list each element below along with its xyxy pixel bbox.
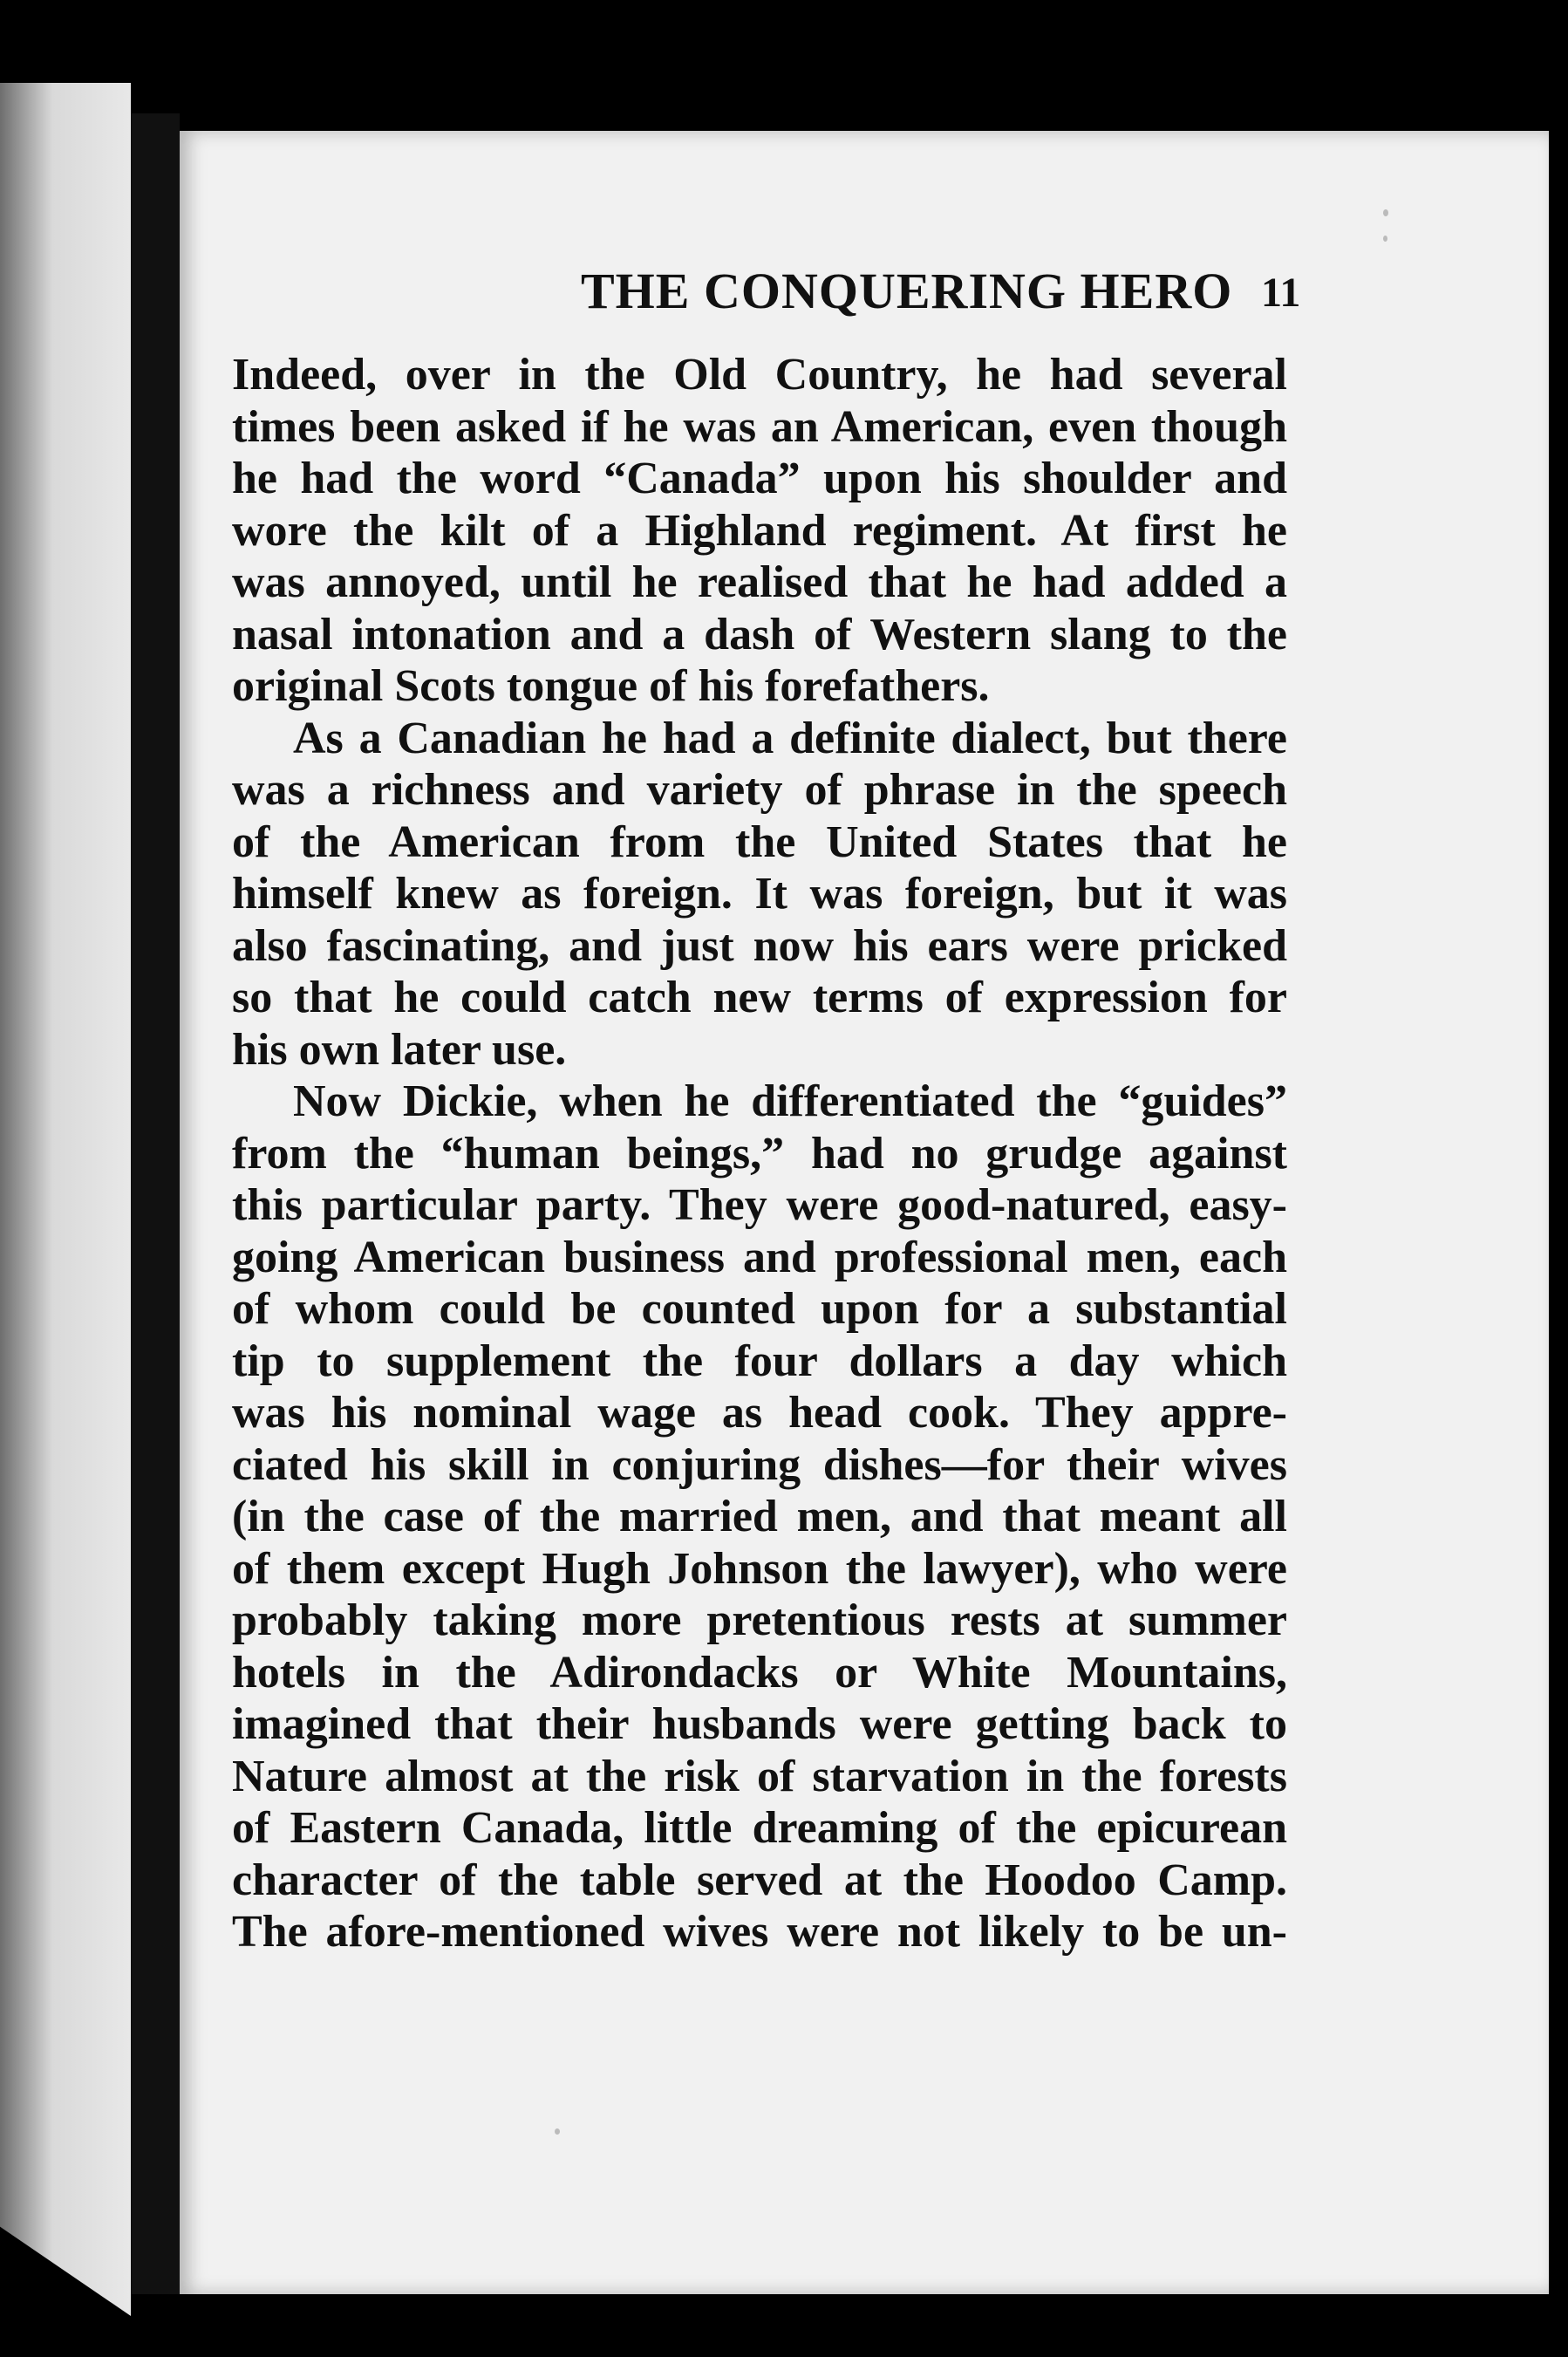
text-line: The afore-mentioned wives were not likely to be un-	[232, 1907, 1287, 1957]
text-line: of Eastern Canada, little dreaming of the epicurean	[232, 1803, 1287, 1853]
paper-speck	[1383, 236, 1387, 242]
book-spine	[131, 113, 180, 2294]
text-line: original Scots tongue of his forefathers.	[232, 661, 990, 711]
text-line: ciated his skill in conjuring dishes—for their wives	[232, 1439, 1287, 1490]
text-line: character of the table served at the Hoodoo Camp.	[232, 1855, 1287, 1905]
text-line: this particular party. They were good-natured, easy-	[232, 1180, 1287, 1230]
text-line: tip to supplement the four dollars a day which	[232, 1336, 1287, 1386]
text-line: his own later use.	[232, 1024, 567, 1075]
text-line: hotels in the Adirondacks or White Mountains,	[232, 1647, 1287, 1698]
body-text	[232, 349, 1287, 1958]
paper-speck	[1383, 209, 1388, 216]
text-line: nasal intonation and a dash of Western slang to the	[232, 609, 1287, 659]
text-line: he had the word “Canada” upon his shoulder and	[232, 454, 1287, 503]
text-line: also fascinating, and just now his ears were pricked	[232, 920, 1287, 971]
text-line: of whom could be counted upon for a substantial	[232, 1284, 1287, 1334]
text-line: Indeed, over in the Old Country, he had several	[232, 350, 1287, 400]
text-line: wore the kilt of a Highland regiment. At first he	[232, 505, 1287, 556]
text-line: from the “human beings,” had no grudge against	[232, 1128, 1287, 1178]
text-line: Now Dickie, when he differentiated the “guides”	[293, 1076, 1287, 1126]
text-line: times been asked if he was an American, even though	[232, 401, 1287, 452]
text-line: (in the case of the married men, and that meant all	[232, 1492, 1287, 1541]
text-line: Nature almost at the risk of starvation in the forests	[232, 1751, 1287, 1801]
text-line: was a richness and variety of phrase in the speech	[232, 765, 1287, 815]
text-line: As a Canadian he had a definite dialect, but there	[293, 713, 1287, 763]
text-line: himself knew as foreign. It was foreign, but it was	[232, 869, 1287, 919]
running-head	[180, 262, 1549, 331]
text-line: going American business and professional men, each	[232, 1232, 1287, 1282]
text-line: of them except Hugh Johnson the lawyer), who were	[232, 1543, 1287, 1594]
previous-page-edge	[0, 83, 131, 2316]
page-number: 11	[1261, 270, 1301, 316]
text-line: probably taking more pretentious rests at summer	[232, 1595, 1287, 1645]
running-title: THE CONQUERING HERO	[581, 263, 1233, 319]
paper-speck	[555, 2128, 560, 2135]
text-line: imagined that their husbands were getting back to	[232, 1699, 1287, 1749]
text-line: was annoyed, until he realised that he had added a	[232, 557, 1287, 607]
text-line: so that he could catch new terms of expression for	[232, 973, 1287, 1022]
text-line: was his nominal wage as head cook. They appre-	[232, 1388, 1287, 1438]
book-page	[180, 131, 1549, 2294]
text-line: of the American from the United States that he	[232, 816, 1287, 867]
